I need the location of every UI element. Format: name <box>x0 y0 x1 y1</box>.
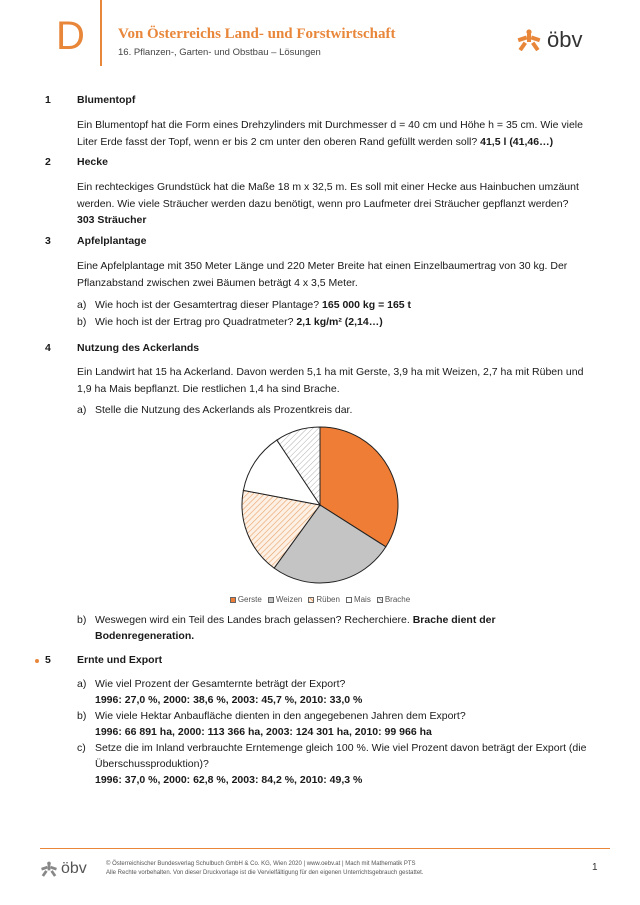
pie-chart-svg <box>200 422 440 592</box>
publisher-logo <box>516 29 582 51</box>
section-1-text <box>77 117 597 150</box>
footer-logo-text: öbv <box>61 860 87 877</box>
item-question: Wie hoch ist der Ertrag pro Quadratmeter? <box>95 316 294 328</box>
legend-item-gerste <box>230 595 262 604</box>
section-1-answer: 41,5 l (41,46…) <box>480 135 554 148</box>
section-1-title: Blumentopf <box>77 94 136 106</box>
section-1-number: 1 <box>45 94 51 106</box>
section-3-title: Apfelplantage <box>77 235 147 247</box>
legend-item-weizen <box>268 595 303 604</box>
legend-label: Gerste <box>237 595 262 604</box>
legend-swatch <box>268 597 274 603</box>
legend-label: Brache <box>384 595 411 604</box>
section-4-title: Nutzung des Ackerlands <box>77 342 200 354</box>
header-subtitle: 16. Pflanzen-, Garten- und Obstbau – Lösungen <box>118 47 321 58</box>
legend-item-mais <box>346 595 371 604</box>
item-question: Weswegen wird ein Teil des Landes brach gelassen? Recherchiere. <box>95 614 410 626</box>
page-number: 1 <box>592 862 598 873</box>
item-question: Wie hoch ist der Gesamtertrag dieser Plantage? <box>95 299 320 311</box>
item-label: a) <box>77 404 87 416</box>
section-5-number: 5 <box>45 654 51 666</box>
obv-star-icon <box>40 861 58 877</box>
legend-swatch <box>377 597 383 603</box>
legend-item-rüben <box>308 595 340 604</box>
header-divider <box>100 0 102 66</box>
section-3-text: Eine Apfelplantage mit 350 Meter Länge und 220 Meter Breite hat einen Einzelbaumertrag von 30 kg. Der Pflanzabstand zwischen zwei Bäumen beträgt 4 x 3,5 Meter. <box>77 260 568 289</box>
section-3-number: 3 <box>45 235 51 247</box>
header-title: Von Österreichs Land- und Forstwirtschaft <box>118 26 396 42</box>
section-1-question: Ein Blumentopf hat die Form eines Drehzylinders mit Durchmesser d = 40 cm und Höhe h = 35 cm. Wie viele Liter Erde fasst der Topf, wenn er bis 2 cm unter den oberen Rand gefüllt werden soll? <box>77 119 583 148</box>
item-label: a) <box>77 678 87 690</box>
item-answer: Brache dient der Bodenregeneration. <box>95 614 496 642</box>
legend-swatch <box>308 597 314 603</box>
obv-star-icon <box>516 29 542 51</box>
item-label: a) <box>77 299 87 311</box>
item-question: Stelle die Nutzung des Ackerlands als Prozentkreis dar. <box>95 404 353 416</box>
section-4-text: Ein Landwirt hat 15 ha Ackerland. Davon werden 5,1 ha mit Gerste, 3,9 ha mit Weizen, 2,7 ha mit Rüben und 1,9 ha Mais bepflanzt. Die restlichen 1,4 ha sind Brache. <box>77 366 584 395</box>
page-header <box>0 0 640 82</box>
legend-swatch <box>230 597 236 603</box>
item-question: Setze die im Inland verbrauchte Erntemenge gleich 100 %. Wie viel Prozent davon beträgt der Export (die Überschussproduktion)? <box>95 742 587 770</box>
footer-line-1: © Österreichischer Bundesverlag Schulbuch GmbH & Co. KG, Wien 2020 | www.oebv.at | Mach mit Mathematik PTS <box>106 861 416 867</box>
chart-legend <box>200 595 440 604</box>
bullet-dot-icon <box>35 659 39 663</box>
section-2-answer: 303 Sträucher <box>77 214 147 226</box>
footer-line-2: Alle Rechte vorbehalten. Von dieser Druckvorlage ist die Vervielfältigung für den eigenen Unterrichtsgebrauch gestattet. <box>106 870 424 876</box>
item-answer: 2,1 kg/m² (2,14…) <box>296 316 383 328</box>
pie-chart <box>200 422 440 612</box>
item-label: c) <box>77 742 86 754</box>
item-label: b) <box>77 710 87 722</box>
footer-copyright <box>106 860 566 878</box>
legend-label: Rüben <box>316 595 340 604</box>
section-2-text <box>77 179 597 229</box>
item-answer: 1996: 66 891 ha, 2000: 113 366 ha, 2003: 124 301 ha, 2010: 99 966 ha <box>95 726 432 738</box>
section-5-title: Ernte und Export <box>77 654 163 666</box>
item-label: b) <box>77 614 87 626</box>
section-2-number: 2 <box>45 156 51 168</box>
logo-text: öbv <box>547 27 583 52</box>
section-4-number: 4 <box>45 342 51 354</box>
section-2-title: Hecke <box>77 156 108 168</box>
item-answer: 165 000 kg = 165 t <box>322 299 412 311</box>
item-answer: 1996: 27,0 %, 2000: 38,6 %, 2003: 45,7 %, 2010: 33,0 % <box>95 694 363 706</box>
item-label: b) <box>77 316 87 328</box>
section-2-question: Ein rechteckiges Grundstück hat die Maße 18 m x 32,5 m. Es soll mit einer Hecke aus Hainbuchen umzäunt werden. Wie viele Sträucher werden dazu benötigt, wenn pro Laufmeter drei Sträucher gepflanzt werden? <box>77 181 579 210</box>
item-answer: 1996: 37,0 %, 2000: 62,8 %, 2003: 84,2 %, 2010: 49,3 % <box>95 774 363 786</box>
legend-label: Mais <box>353 595 371 604</box>
legend-item-brache <box>377 595 410 604</box>
item-question: Wie viele Hektar Anbaufläche dienten in den angegebenen Jahren dem Export? <box>95 710 466 722</box>
legend-label: Weizen <box>275 595 303 604</box>
legend-swatch <box>346 597 352 603</box>
footer-logo <box>40 860 87 878</box>
footer-divider <box>40 848 610 849</box>
chapter-letter: D <box>56 14 85 58</box>
item-question: Wie viel Prozent der Gesamternte beträgt der Export? <box>95 678 346 690</box>
